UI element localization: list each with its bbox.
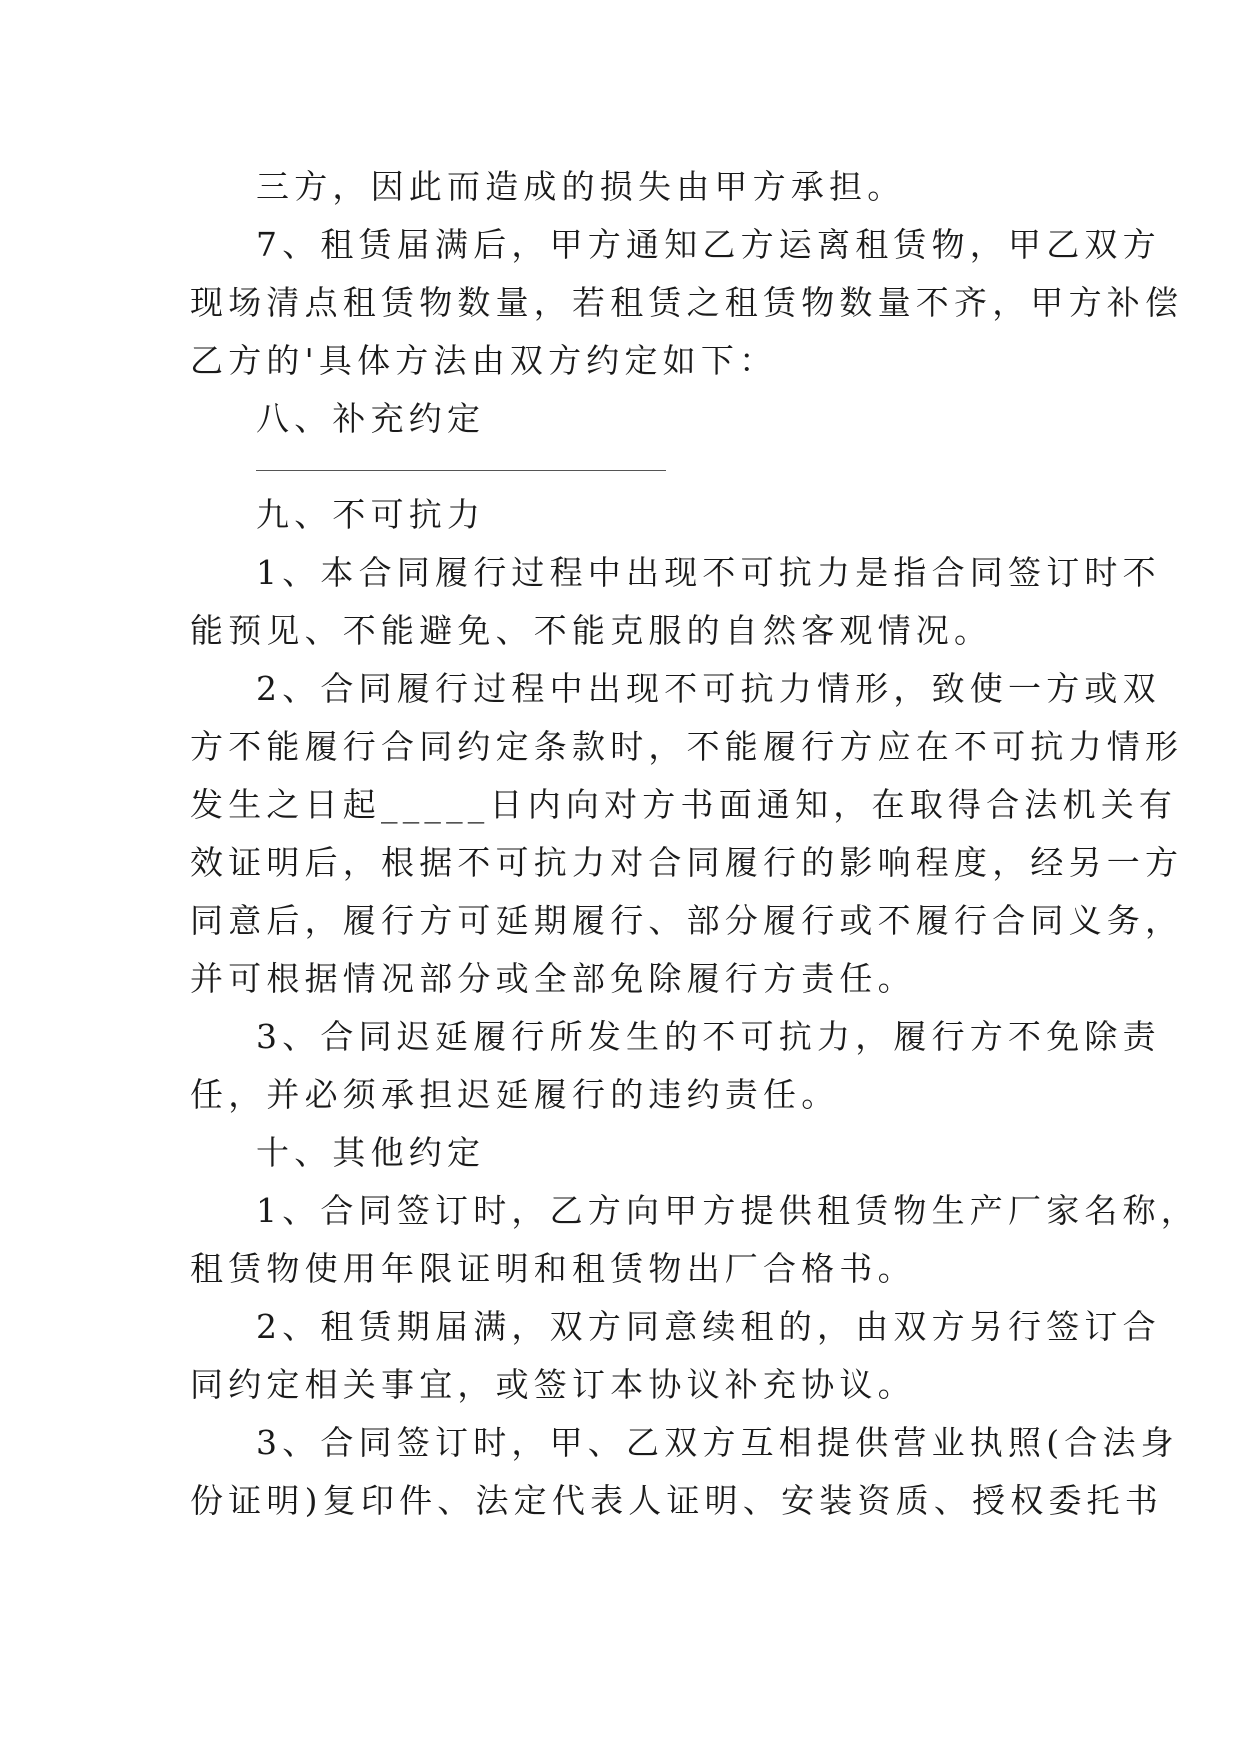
clause-10-2: 2、租赁期届满，双方同意续租的，由双方另行签订合: [256, 1307, 1161, 1346]
text-line: 同意后，履行方可延期履行、部分履行或不履行合同义务，: [190, 901, 1184, 940]
text-line: 同约定相关事宜，或签订本协议补充协议。: [190, 1365, 916, 1404]
section-heading-8: 八、补充约定: [256, 399, 486, 438]
clause-7: 7、租赁届满后，甲方通知乙方运离租赁物，甲乙双方: [256, 225, 1161, 264]
clause-9-1: 1、本合同履行过程中出现不可抗力是指合同签订时不: [256, 553, 1161, 592]
text-line: 现场清点租赁物数量，若租赁之租赁物数量不齐，甲方补偿: [190, 283, 1184, 322]
text-line: 能预见、不能避免、不能克服的自然客观情况。: [190, 611, 993, 650]
section-heading-9: 九、不可抗力: [256, 495, 486, 534]
text-line: 方不能履行合同约定条款时，不能履行方应在不可抗力情形: [190, 727, 1184, 766]
document-page: [190, 158, 1199, 1530]
text-line: 三方，因此而造成的损失由甲方承担。: [256, 167, 906, 206]
text-line: 乙方的'具体方法由双方约定如下：: [190, 341, 778, 380]
blank-fill-line: [256, 470, 666, 471]
clause-9-2: 2、合同履行过程中出现不可抗力情形，致使一方或双: [256, 669, 1161, 708]
section-heading-10: 十、其他约定: [256, 1133, 486, 1172]
text-line: 效证明后，根据不可抗力对合同履行的影响程度，经另一方: [190, 843, 1184, 882]
clause-10-3: 3、合同签订时，甲、乙双方互相提供营业执照(合法身: [256, 1423, 1179, 1462]
text-line: 份证明)复印件、法定代表人证明、安装资质、授权委托书: [190, 1481, 1164, 1520]
text-line: 发生之日起_____日内向对方书面通知，在取得合法机关有: [190, 785, 1178, 824]
text-line: 并可根据情况部分或全部免除履行方责任。: [190, 959, 916, 998]
clause-10-1: 1、合同签订时，乙方向甲方提供租赁物生产厂家名称，: [256, 1191, 1199, 1230]
text-line: 任，并必须承担迟延履行的违约责任。: [190, 1075, 840, 1114]
clause-9-3: 3、合同迟延履行所发生的不可抗力，履行方不免除责: [256, 1017, 1161, 1056]
text-line: 租赁物使用年限证明和租赁物出厂合格书。: [190, 1249, 916, 1288]
